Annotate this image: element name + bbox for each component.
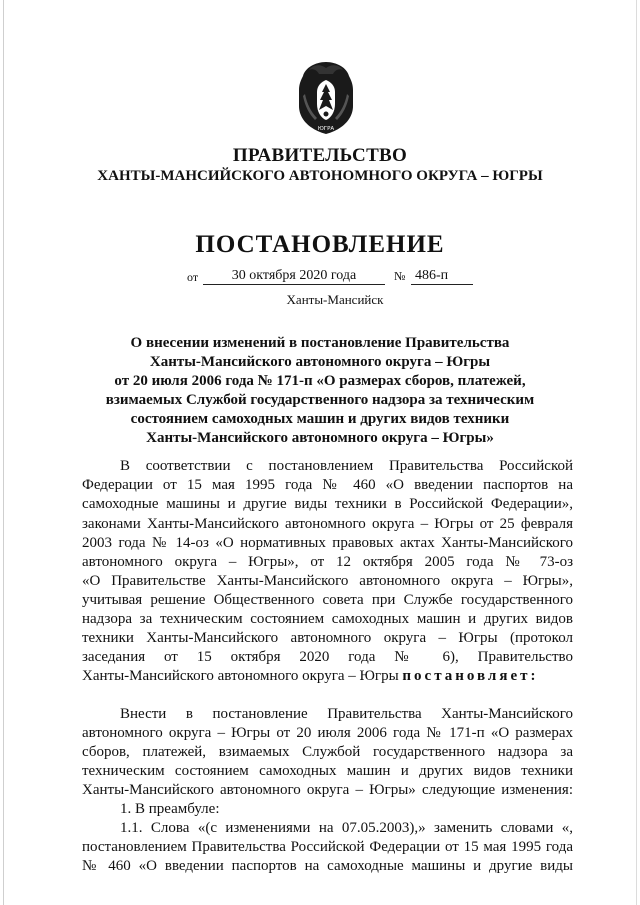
body-line: 2003 года № 14-оз «О нормативных правовых актах Ханты-Мансийского <box>82 535 573 551</box>
subject-line: Ханты-Мансийского автономного округа – Югры <box>149 354 491 370</box>
subject-line: О внесении изменений в постановление Правительства <box>130 335 510 351</box>
body-line: заседания от 15 октября 2020 года № 6), Правительство <box>82 649 573 665</box>
body-line: Ханты-Мансийского автономного округа – Югры» следующие изменения: <box>82 782 573 798</box>
body-line: надзора за техническим состоянием самоходных машин и других видов <box>82 611 573 627</box>
date-number-line <box>0 267 640 287</box>
body-line: 1. В преамбуле: <box>120 801 220 817</box>
body-line: сборов, платежей, взимаемых Службой государственного надзора за <box>82 744 573 760</box>
city-name: Ханты-Мансийск <box>286 292 384 307</box>
number-prefix: № <box>394 269 406 283</box>
date-prefix: от <box>187 270 199 284</box>
body-line: автономного округа – Югры от 20 июля 2006 года № 171-п «О размерах <box>82 725 573 741</box>
body-line-text: Ханты-Мансийского автономного округа – Югры <box>82 668 399 684</box>
body-line: законами Ханты-Мансийского автономного округа – Югры от 25 февраля <box>82 516 573 532</box>
resolution-word: постановляет: <box>402 668 539 684</box>
emblem-caption: ЮГРА <box>317 126 335 132</box>
body-line: техническим состоянием самоходных машин и других видов техники <box>82 763 573 779</box>
coat-of-arms-emblem <box>295 60 357 138</box>
body-line: техники Ханты-Мансийского автономного округа – Югры (протокол <box>82 630 573 646</box>
body-line <box>82 667 538 686</box>
body-line: постановлением Правительства Российской Федерации от 15 мая 1995 года <box>82 839 573 855</box>
subject-line: Ханты-Мансийского автономного округа – Югры» <box>146 430 494 446</box>
subject-line: взимаемых Службой государственного надзора за техническим <box>105 392 535 408</box>
decree-subject <box>0 334 640 448</box>
region-title: ХАНТЫ-МАНСИЙСКОГО АВТОНОМНОГО ОКРУГА – ЮГРЫ <box>97 168 543 184</box>
body-line: Внести в постановление Правительства Ханты-Мансийского <box>120 706 573 722</box>
scan-edge-right <box>636 0 637 905</box>
body-line: самоходные машины и другие виды техники в Российской Федерации», <box>82 496 573 512</box>
document-type-title: ПОСТАНОВЛЕНИЕ <box>195 231 445 258</box>
body-line: автономного округа – Югры», от 12 октября 2005 года № 73-оз <box>82 554 573 570</box>
government-title: ПРАВИТЕЛЬСТВО <box>232 145 408 166</box>
scan-edge-left <box>3 0 4 905</box>
decree-date: 30 октября 2020 года <box>203 267 385 285</box>
body-line: «О Правительстве Ханты-Мансийского автономного округа – Югры», <box>82 573 573 589</box>
body-line: № 460 «О введении паспортов на самоходные машины и другие виды <box>82 858 573 874</box>
body-line: учитывая решение Общественного совета при Службе государственного <box>82 592 573 608</box>
body-line: 1.1. Слова «(с изменениями на 07.05.2003),» заменить словами «, <box>120 820 573 836</box>
body-line: В соответствии с постановлением Правительства Российской <box>120 458 573 474</box>
subject-line: от 20 июля 2006 года № 171-п «О размерах сборов, платежей, <box>114 373 526 389</box>
decree-number: 486-п <box>411 267 473 285</box>
body-line: Федерации от 15 мая 1995 года № 460 «О введении паспортов на <box>82 477 573 493</box>
subject-line: состоянием самоходных машин и других видов техники <box>130 411 510 427</box>
